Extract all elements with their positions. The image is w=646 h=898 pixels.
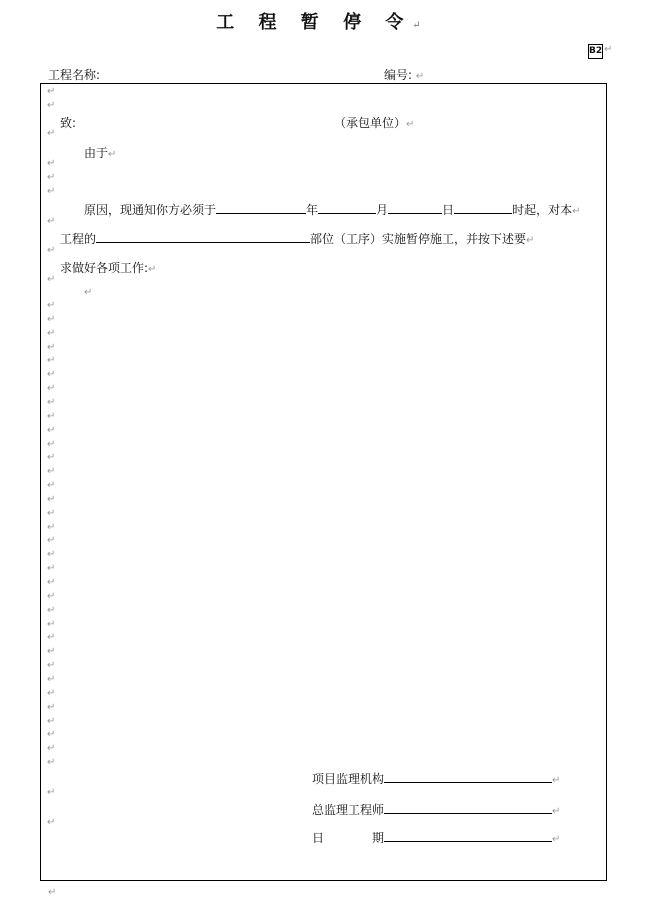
paragraph-mark: ↵: [415, 71, 425, 82]
paragraph-mark: ↵: [47, 172, 56, 183]
notice-line-3-text: 求做好各项工作:: [60, 261, 149, 275]
paragraph-mark: ↵: [108, 149, 117, 160]
paragraph-mark: ↵: [48, 887, 57, 898]
paragraph-mark: ↵: [47, 674, 56, 685]
month-label: 月: [376, 203, 389, 217]
paragraph-mark: ↵: [47, 646, 56, 657]
date-label-1: 日: [312, 831, 325, 845]
paragraph-mark: ↵: [552, 834, 561, 845]
date-blank[interactable]: [384, 830, 552, 842]
day-blank[interactable]: [388, 202, 442, 214]
paragraph-mark: ↵: [47, 605, 56, 616]
paragraph-mark: ↵: [47, 314, 56, 325]
notice-line-1-end: 时起，对本: [512, 203, 573, 217]
location-blank[interactable]: [96, 231, 310, 243]
paragraph-mark: ↵: [84, 287, 93, 298]
paragraph-mark: ↵: [47, 817, 56, 828]
paragraph-mark: ↵: [47, 328, 56, 339]
paragraph-mark: ↵: [47, 216, 56, 227]
number-label: [384, 66, 424, 83]
paragraph-mark: ↵: [47, 577, 56, 588]
page-title: [0, 8, 646, 34]
contractor-label-text: （承包单位）: [334, 116, 407, 130]
paragraph-mark: ↵: [47, 619, 56, 630]
reason-prefix: [84, 144, 116, 161]
year-blank[interactable]: [216, 202, 306, 214]
paragraph-mark: ↵: [47, 563, 56, 574]
paragraph-mark: ↵: [47, 355, 56, 366]
number-label-text: 编号:: [384, 68, 413, 82]
title-text: 工 程 暂 停 令: [216, 12, 413, 33]
paragraph-mark: ↵: [604, 44, 613, 55]
project-name-label: 工程名称:: [48, 68, 101, 82]
paragraph-mark: ↵: [47, 535, 56, 546]
paragraph-mark: ↵: [47, 494, 56, 505]
paragraph-mark: ↵: [47, 591, 56, 602]
paragraph-mark: ↵: [47, 466, 56, 477]
paragraph-mark: ↵: [47, 480, 56, 491]
supervision-org-line: [312, 770, 560, 787]
paragraph-mark: ↵: [47, 300, 56, 311]
paragraph-mark: ↵: [47, 425, 56, 436]
paragraph-mark: ↵: [47, 702, 56, 713]
paragraph-mark: ↵: [47, 632, 56, 643]
month-blank[interactable]: [318, 202, 376, 214]
paragraph-mark: ↵: [47, 128, 56, 139]
paragraph-mark: ↵: [406, 119, 415, 130]
paragraph-mark: ↵: [47, 452, 56, 463]
paragraph-mark: ↵: [47, 158, 56, 169]
chief-engineer-line: [312, 801, 560, 818]
paragraph-mark: ↵: [47, 743, 56, 754]
paragraph-mark: ↵: [47, 274, 56, 285]
paragraph-mark: ↵: [148, 264, 157, 275]
paragraph-mark: ↵: [47, 508, 56, 519]
paragraph-mark: ↵: [47, 342, 56, 353]
hour-blank[interactable]: [454, 202, 512, 214]
paragraph-mark: ↵: [47, 411, 56, 422]
notice-line-3: [60, 259, 156, 276]
supervision-org-blank[interactable]: [384, 771, 552, 783]
paragraph-mark: ↵: [47, 757, 56, 768]
paragraph-mark: ↵: [47, 660, 56, 671]
paragraph-mark: ↵: [47, 522, 56, 533]
paragraph-mark: ↵: [47, 439, 56, 450]
paragraph-mark: ↵: [47, 245, 56, 256]
to-label: 致:: [60, 116, 77, 130]
notice-line-1: [84, 201, 580, 218]
paragraph-mark: ↵: [572, 206, 581, 217]
form-code-badge: B2: [588, 44, 603, 59]
notice-line-2-end: 部位（工序）实施暂停施工，并按下述要: [310, 232, 527, 246]
paragraph-mark: ↵: [47, 688, 56, 699]
paragraph-mark: ↵: [47, 383, 56, 394]
contractor-label: [334, 114, 414, 131]
chief-engineer-blank[interactable]: [384, 802, 552, 814]
paragraph-mark: ↵: [552, 806, 561, 817]
paragraph-mark: ↵: [47, 186, 56, 197]
notice-line-2: [60, 230, 534, 247]
paragraph-mark: ↵: [47, 729, 56, 740]
day-label: 日: [442, 203, 455, 217]
paragraph-mark: ↵: [47, 369, 56, 380]
paragraph-mark: ↵: [47, 86, 56, 97]
paragraph-mark: ↵: [552, 775, 561, 786]
chief-engineer-label: 总监理工程师: [312, 803, 385, 817]
paragraph-mark: ↵: [47, 397, 56, 408]
date-label-2: 期: [372, 831, 385, 845]
paragraph-mark: ↵: [47, 100, 56, 111]
reason-prefix-text: 由于: [84, 146, 109, 160]
supervision-org-label: 项目监理机构: [312, 772, 385, 786]
notice-line-1-start: 原因，现通知你方必须于: [84, 203, 217, 217]
paragraph-mark: ↵: [47, 549, 56, 560]
paragraph-mark: ↵: [47, 787, 56, 798]
date-line: [312, 829, 560, 846]
paragraph-mark: ↵: [526, 235, 535, 246]
year-label: 年: [306, 203, 319, 217]
notice-line-2-start: 工程的: [60, 232, 97, 246]
paragraph-mark: ↵: [47, 716, 56, 727]
paragraph-mark: ↵: [412, 20, 430, 31]
